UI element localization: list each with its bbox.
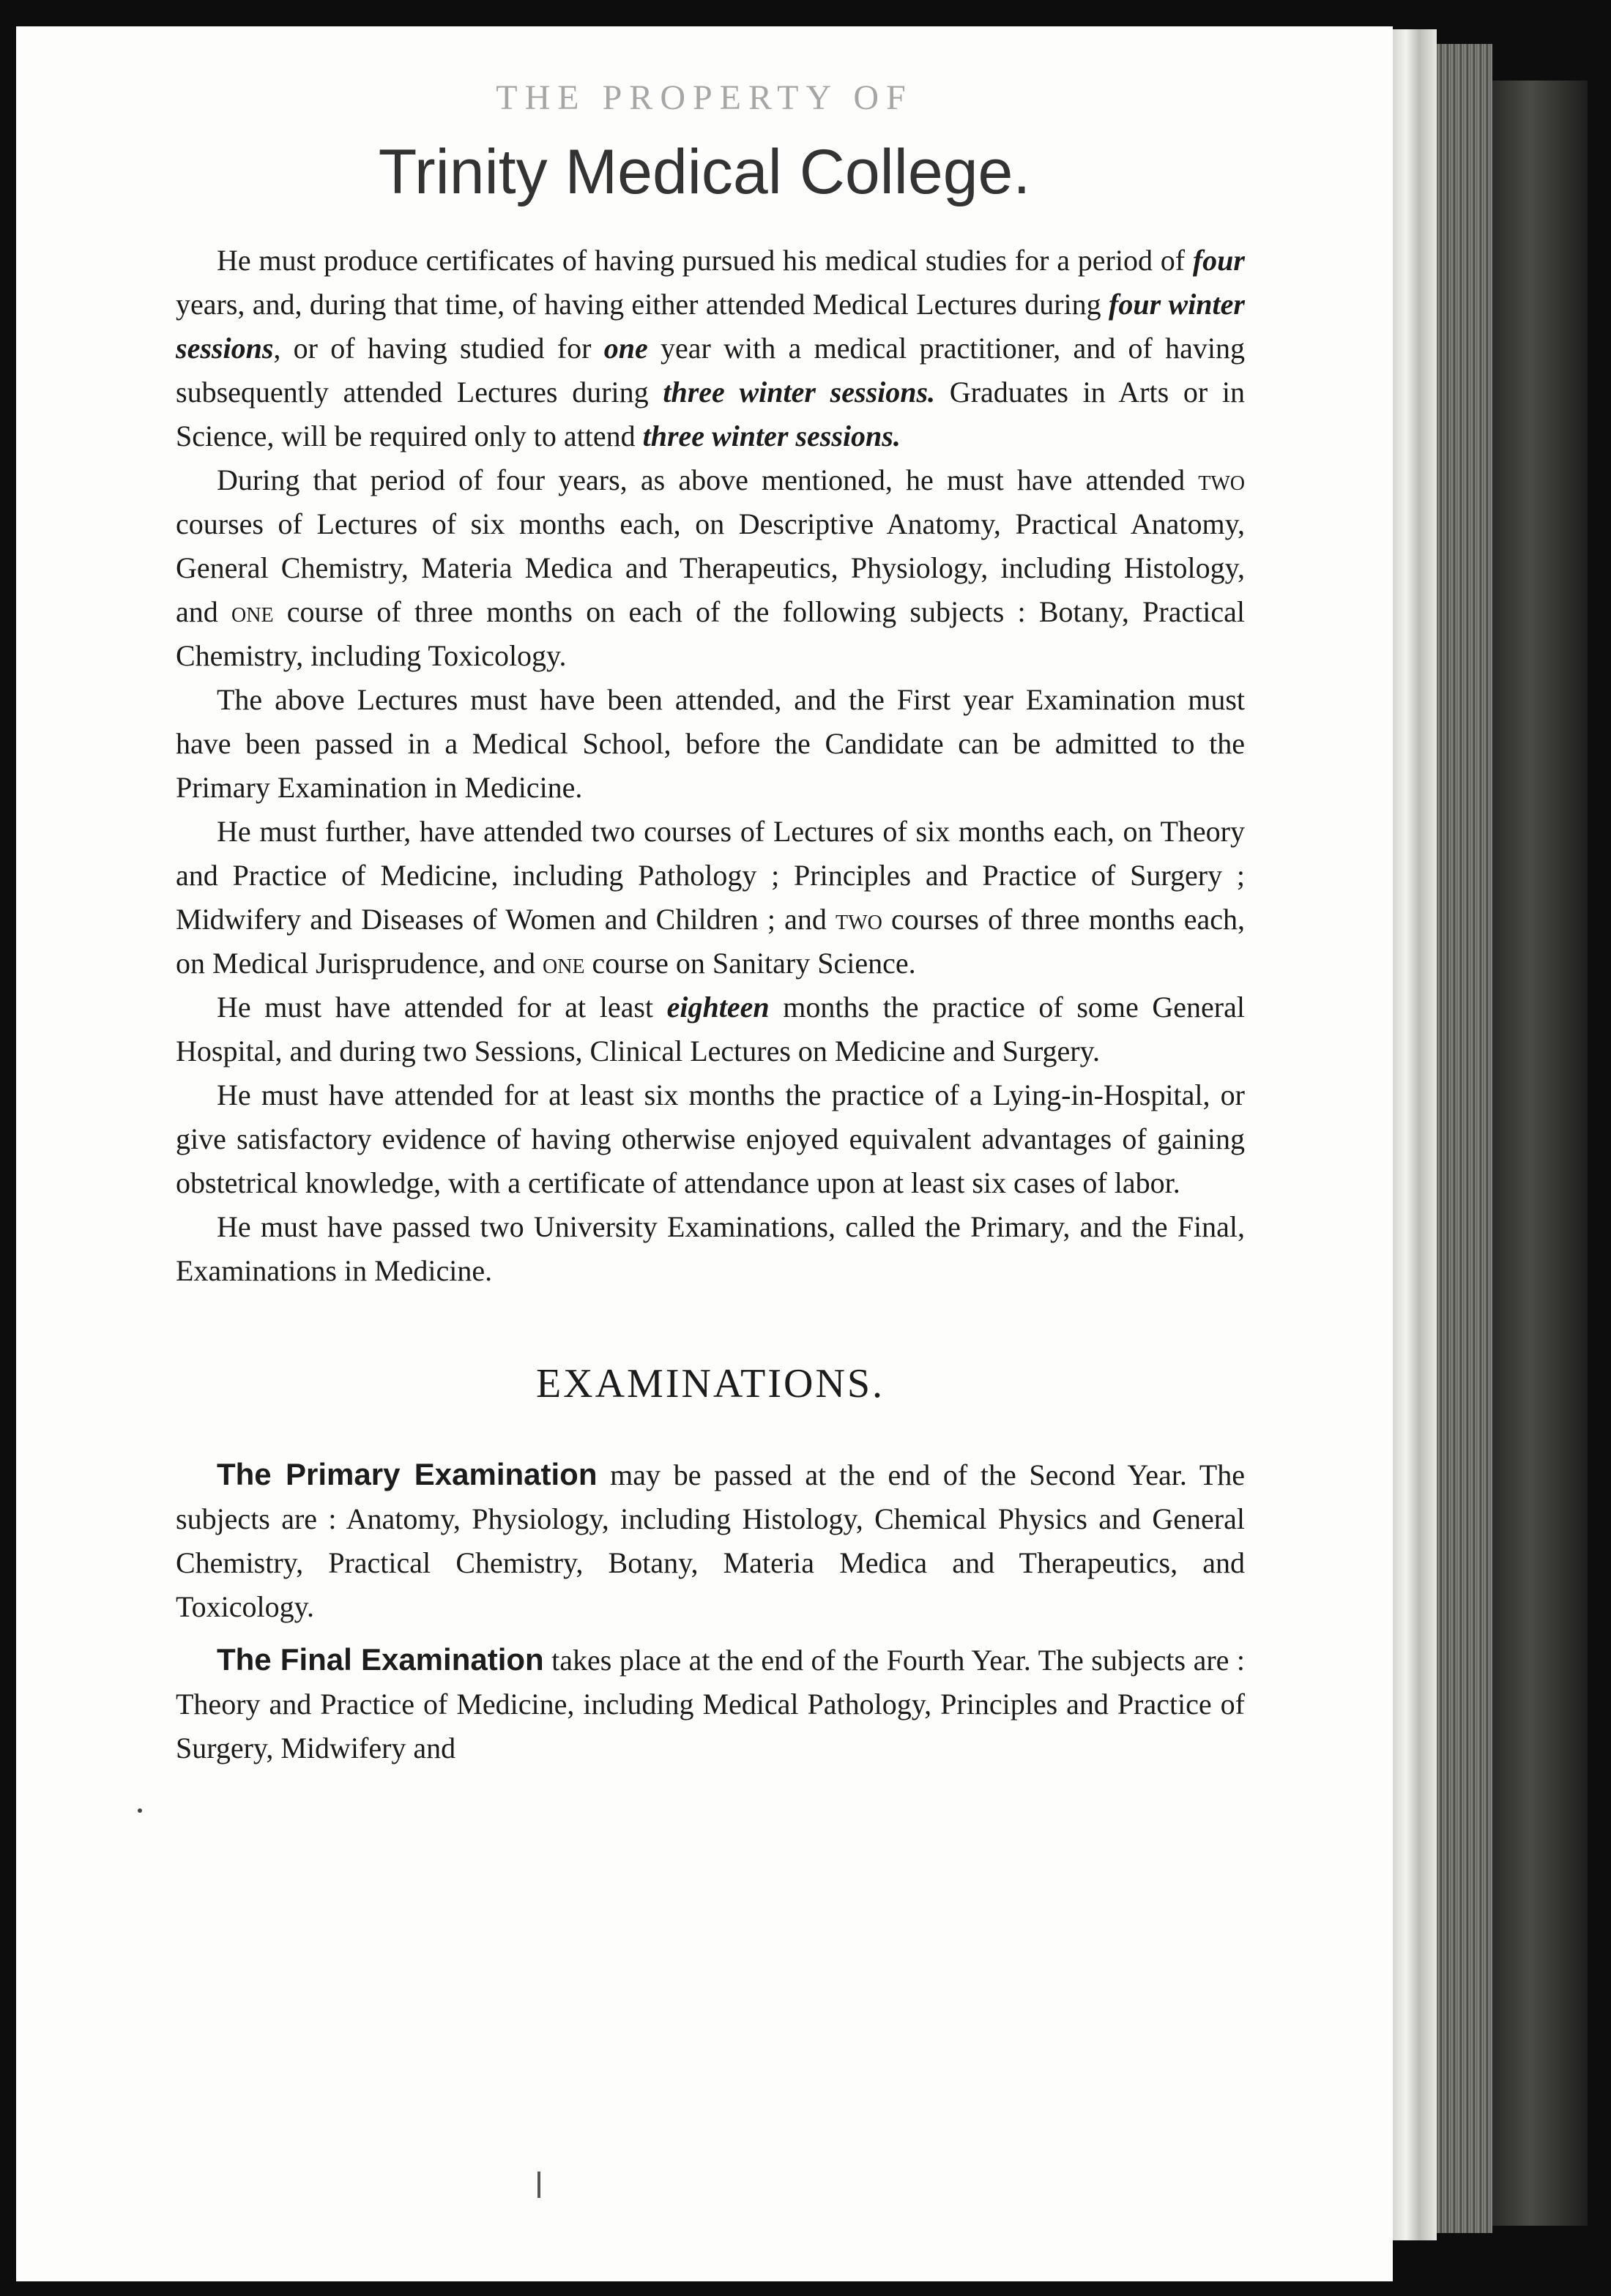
small-caps: two — [1198, 463, 1245, 496]
small-caps: one — [231, 595, 274, 628]
text-run: , or of having studied for — [273, 332, 604, 365]
page-edge — [1393, 29, 1437, 2240]
emphasis: three winter sessions. — [663, 376, 936, 409]
small-caps: one — [542, 947, 585, 980]
library-stamp-line2: Trinity Medical College. — [378, 137, 1031, 207]
emphasis: eighteen — [666, 991, 770, 1024]
scanned-page — [16, 26, 1393, 2281]
text-run: course of three months on each of the following subjects : Botany, Practical Chemistry, including Toxicology. — [176, 595, 1245, 672]
emphasis: four winter sessions — [176, 288, 1245, 365]
run-in-heading: The Final Examination — [217, 1642, 544, 1677]
paragraph-hospital — [176, 985, 1245, 1073]
small-caps: two — [836, 903, 882, 936]
paragraph-final-examination — [176, 1638, 1245, 1770]
text-run: He must further, have attended two courses of Lectures of six months each, on Theory and Practice of Medicine, including Pathology ; Principles and Practice of Surgery ; Midwifery and Diseases of Women and Children ; and — [176, 815, 1245, 936]
book-cover-edge — [1492, 81, 1588, 2226]
scan-speck — [138, 1808, 142, 1813]
library-stamp-line1: THE PROPERTY OF — [496, 78, 913, 117]
paragraph-further-courses — [176, 810, 1245, 985]
section-heading-examinations: EXAMINATIONS. — [535, 1361, 885, 1406]
emphasis: one — [603, 332, 648, 365]
text-run: He must produce certificates of having pursued his medical studies for a period of — [217, 244, 1193, 277]
book-block-edge — [1437, 44, 1492, 2233]
text-run: Graduates in Arts or in Science, will be required only to attend — [176, 376, 1246, 452]
paragraph-university-exams: He must have passed two University Examinations, called the Primary, and the Final, Examinations in Medicine. — [176, 1210, 1245, 1287]
paragraph-certificates — [176, 239, 1245, 458]
text-run: During that period of four years, as above mentioned, he must have attended — [217, 463, 1199, 496]
scan-mark — [537, 2172, 540, 2198]
text-run: takes place at the end of the Fourth Year. The subjects are : Theory and Practice of Medicine, including Medical Pathology, Principles and Practice of Surgery, Midwifery and — [176, 1644, 1245, 1764]
page-body — [176, 239, 1245, 1770]
text-run: course on Sanitary Science. — [584, 947, 916, 980]
text-run: may be passed at the end of the Second Year. The subjects are : Anatomy, Physiology, including Histology, Chemical Physics and General Chemistry, Practical Chemistry, Botany, Materia Medica and Therapeutics, and Toxicology. — [176, 1458, 1245, 1623]
paragraph-primary-examination — [176, 1453, 1245, 1629]
emphasis: four — [1192, 244, 1245, 277]
text-run: courses of three months each, on Medical Jurisprudence, and — [176, 903, 1245, 980]
emphasis: three winter sessions. — [642, 420, 901, 452]
run-in-heading: The Primary Examination — [217, 1457, 598, 1491]
text-run: He must have attended for at least — [217, 991, 667, 1024]
paragraph-first-year: The above Lectures must have been attended, and the First year Examination must have been passed in a Medical School, before the Candidate can be admitted to the Primary Examination in Medicine. — [176, 683, 1245, 804]
paragraph-courses — [176, 458, 1245, 678]
text-run: months the practice of some General Hospital, and during two Sessions, Clinical Lectures on Medicine and Surgery. — [176, 991, 1245, 1067]
paragraph-lying-in: He must have attended for at least six months the practice of a Lying-in-Hospital, or give satisfactory evidence of having otherwise enjoyed equivalent advantages of gaining obstetrical knowledge, with a certificate of attendance upon at least six cases of labor. — [176, 1078, 1245, 1199]
text-run: years, and, during that time, of having either attended Medical Lectures during — [176, 288, 1109, 321]
text-run: courses of Lectures of six months each, on Descriptive Anatomy, Practical Anatomy, General Chemistry, Materia Medica and Therapeutics, Physiology, including Histology, and — [176, 507, 1245, 628]
text-run: year with a medical practitioner, and of having subsequently attended Lectures during — [176, 332, 1245, 409]
